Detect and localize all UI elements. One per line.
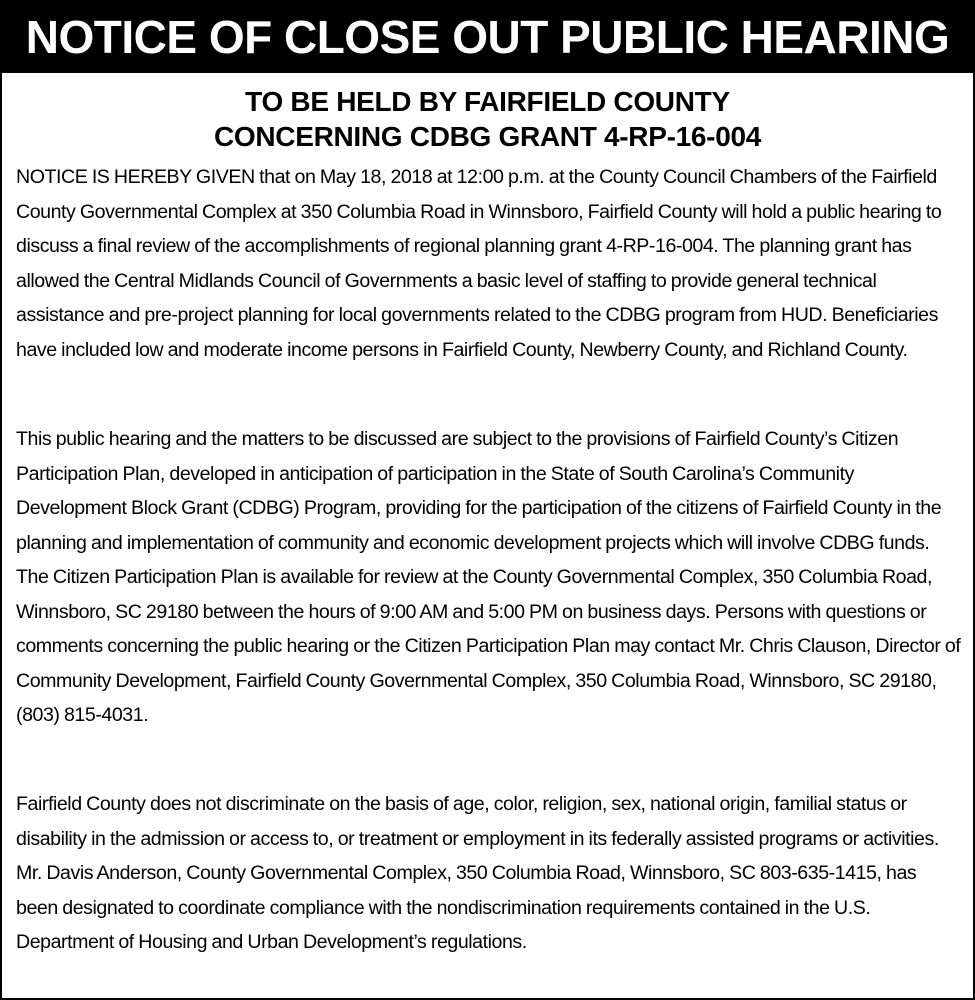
- subheading-line-1: TO BE HELD BY FAIRFIELD COUNTY: [245, 86, 730, 117]
- notice-paragraph-1: NOTICE IS HEREBY GIVEN that on May 18, 2018 at 12:00 p.m. at the County Council Chambers of the Fairfield County Governmental Complex at 350 Columbia Road in Winnsboro, Fairfield County will hold a public hearing to discuss a final review of the accomplishments of regional planning grant 4-RP-16-004. The planning grant has allowed the Central Midlands Council of Governments a basic level of staffing to provide general technical assistance and pre-project planning for local governments related to the CDBG program from HUD. Beneficiaries have included low and moderate income persons in Fairfield County, Newberry County, and Richland County.: [16, 166, 942, 361]
- subheading-line-2: CONCERNING CDBG GRANT 4-RP-16-004: [213, 121, 762, 152]
- notice-title-banner: NOTICE OF CLOSE OUT PUBLIC HEARING: [2, 2, 973, 73]
- notice-paragraph-2: This public hearing and the matters to be discussed are subject to the provisions of Fairfield County’s Citizen Participation Plan, developed in anticipation of participation in the State of South Carolina’s Community Development Block Grant (CDBG) Program, providing for the participation of the citizens of Fairfield County in the planning and implementation of community and economic development projects which will involve CDBG funds. The Citizen Participation Plan is available for review at the County Governmental Complex, 350 Columbia Road, Winnsboro, SC 29180 between the hours of 9:00 AM and 5:00 PM on business days. Persons with questions or comments concerning the public hearing or the Citizen Participation Plan may contact Mr. Chris Clauson, Director of Community Development, Fairfield County Governmental Complex, 350 Columbia Road, Winnsboro, SC 29180, (803) 815-4031.: [16, 428, 961, 726]
- notice-paragraph-3: Fairfield County does not discriminate on the basis of age, color, religion, sex, national origin, familial status or disability in the admission or access to, or treatment or employment in its federally assisted programs or activities. Mr. Davis Anderson, County Governmental Complex, 350 Columbia Road, Winnsboro, SC 803-635-1415, has been designated to coordinate compliance with the nondiscrimination requirements contained in the U.S. Department of Housing and Urban Development’s regulations.: [16, 793, 939, 953]
